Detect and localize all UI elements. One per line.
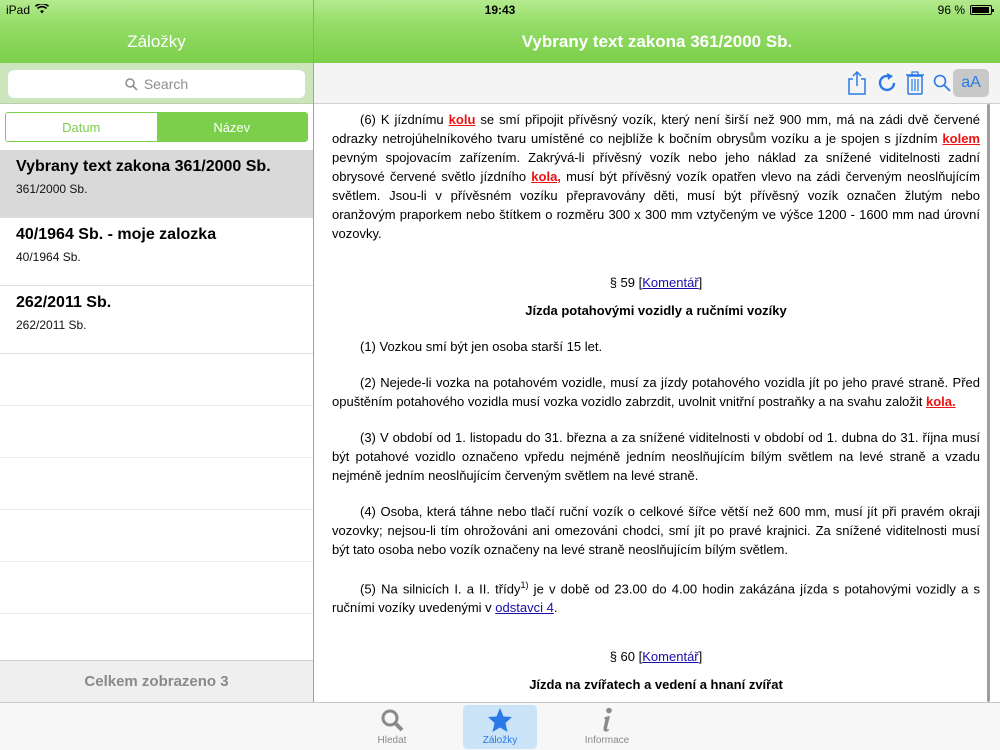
paragraph-3: (3) V období od 1. listopadu do 31. března a za snížené viditelnosti v období od 1. dubna do 31. října musí být potahové vozidlo označeno vpředu nejméně jedním neoslňujícím bílým světlem na levé straně a vzadu nejméně jedním neoslňujícím červeným světlem na levé straně. (332, 430, 980, 483)
text-run: se smí připojit přívěsný vozík, který není širší než 900 mm, má na zádi dvě červené odrazky netrojúhelníkového tvaru umístěné co nejblíže k bočním obrysům vozíku a je spojen s jízdním (332, 112, 981, 146)
wifi-icon (35, 3, 49, 17)
bookmark-title: Vybrany text zakona 361/2000 Sb. (16, 158, 271, 175)
tab-informace[interactable] (570, 705, 644, 749)
highlight-term[interactable]: kola. (925, 394, 956, 409)
bookmark-row[interactable] (0, 286, 313, 354)
star-icon (487, 705, 513, 735)
sort-segment-bar (0, 104, 313, 150)
paragraph-6 (332, 110, 980, 243)
list-footer-count: Celkem zobrazeno 3 (0, 660, 313, 702)
highlight-term[interactable]: kolem (942, 131, 980, 146)
segment-datum[interactable]: Datum (6, 113, 157, 141)
bookmark-subtitle: 361/2000 Sb. (16, 182, 88, 196)
section-60-heading: Jízda na zvířatech a vedení a hnaní zvířat (529, 677, 783, 693)
komentar-link[interactable]: Komentář (642, 649, 699, 665)
empty-list-rows (0, 354, 313, 666)
paragraph-1: (1) Vozkou smí být jen osoba starší 15 let. (360, 339, 603, 354)
bookmark-subtitle: 40/1964 Sb. (16, 250, 81, 264)
section-60-label (332, 647, 980, 666)
bracket: ] (698, 275, 703, 290)
law-text-content (314, 104, 986, 702)
status-bar (0, 0, 1000, 20)
search-icon[interactable] (931, 69, 953, 97)
paragraph-2 (332, 373, 980, 411)
sidebar-title: Záložky (127, 31, 186, 51)
bookmark-title: 262/2011 Sb. (16, 294, 112, 311)
search-input[interactable] (8, 70, 305, 98)
device-name: iPad (6, 3, 31, 17)
paragraph-4: (4) Osoba, která táhne nebo tlačí ruční vozík o celkové šířce větší než 600 mm, musí jít při pravém okraji vozovky; nejsou-li tím ohrožováni ani omezováni chodci, smí jít po pravé krajnici. Za snížené viditelnosti musí být tato osoba nebo vozík označeny na levé straně neoslňujícím bílým světlem. (332, 504, 980, 557)
search-bar (0, 63, 313, 104)
tab-label: Informace (584, 735, 630, 746)
text-run: je v době od 23.00 do 4.00 hodin zakázána jízda s potahovými vozidly a s ručními vozíky uvedenými v (332, 581, 980, 616)
tab-label: Hledat (377, 735, 407, 746)
text-run: . (553, 600, 558, 616)
segment-nazev[interactable]: Název (157, 113, 308, 141)
bookmark-subtitle: 262/2011 Sb. (16, 318, 87, 332)
share-icon[interactable] (844, 69, 870, 97)
bracket: ] (698, 649, 703, 665)
bookmark-list (0, 150, 313, 354)
info-icon (600, 705, 614, 735)
bookmark-row[interactable] (0, 218, 313, 286)
text-run: (6) K jízdnímu (360, 112, 449, 127)
font-size-button[interactable]: aA (953, 69, 989, 97)
section-number: § 60 (609, 649, 639, 665)
search-placeholder: Search (143, 76, 189, 92)
highlight-term[interactable]: kolu (448, 112, 476, 127)
page-title: Vybrany text zakona 361/2000 Sb. (521, 31, 793, 51)
text-run: musí být přívěsný vozík opatřen vlevo na zádi červeným neoslňujícím světlem. Jsou-li v přívěsném vozíku přepravovány děti, musí být přívěsný vozík označen žlutým nebo oranžovým praporkem nebo štítkem o rozměru 300 x 300 mm vztyčeným ve výšce 1200 - 1600 mm nad úrovní vozovky. (332, 169, 980, 241)
bracket: [ (638, 275, 643, 290)
sort-segmented-control (5, 112, 308, 142)
reload-icon[interactable] (874, 69, 900, 97)
search-icon (125, 78, 138, 91)
tab-bar (0, 702, 1000, 750)
trash-icon[interactable] (902, 69, 928, 97)
section-59-heading: Jízda potahovými vozidly a ručními vozíky (525, 303, 787, 318)
bracket: [ (638, 649, 643, 665)
bookmark-row[interactable] (0, 150, 313, 218)
section-59-label (332, 273, 980, 292)
tab-zalozky[interactable] (463, 705, 537, 749)
komentar-link[interactable]: Komentář (642, 275, 699, 290)
footnote-marker[interactable]: 1) (520, 580, 529, 590)
document-toolbar (314, 63, 1000, 104)
section-number: § 59 (609, 275, 639, 290)
paragraph-5 (332, 576, 980, 617)
odstavec-link[interactable]: odstavci 4 (495, 600, 554, 616)
text-run: pevným spojovacím zařízením. Zakrývá-li přívěsný vozík nebo jeho náklad za snížené viditelnosti zadní obrysové červené světlo jízdního (332, 150, 980, 184)
bookmark-title: 40/1964 Sb. - moje zalozka (16, 226, 217, 243)
scrollbar[interactable] (987, 104, 990, 702)
tab-hledat[interactable] (355, 705, 429, 749)
text-run: (2) Nejede-li vozka na potahovém vozidle, musí za jízdy potahového vozidla jít po jeho pravé straně. Před opuštěním potahového vozidla musí vozka vozidlo zabrzdit, uvolnit vnitřní postraňky a na svahu založit (332, 375, 980, 409)
text-run: (5) Na silnicích I. a II. třídy (360, 581, 521, 597)
search-icon (380, 705, 404, 735)
highlight-term[interactable]: kola, (531, 169, 561, 184)
clock: 19:43 (484, 3, 516, 17)
battery-icon (970, 5, 992, 15)
tab-label: Záložky (482, 735, 518, 746)
battery-percent: 96 % (937, 3, 965, 17)
